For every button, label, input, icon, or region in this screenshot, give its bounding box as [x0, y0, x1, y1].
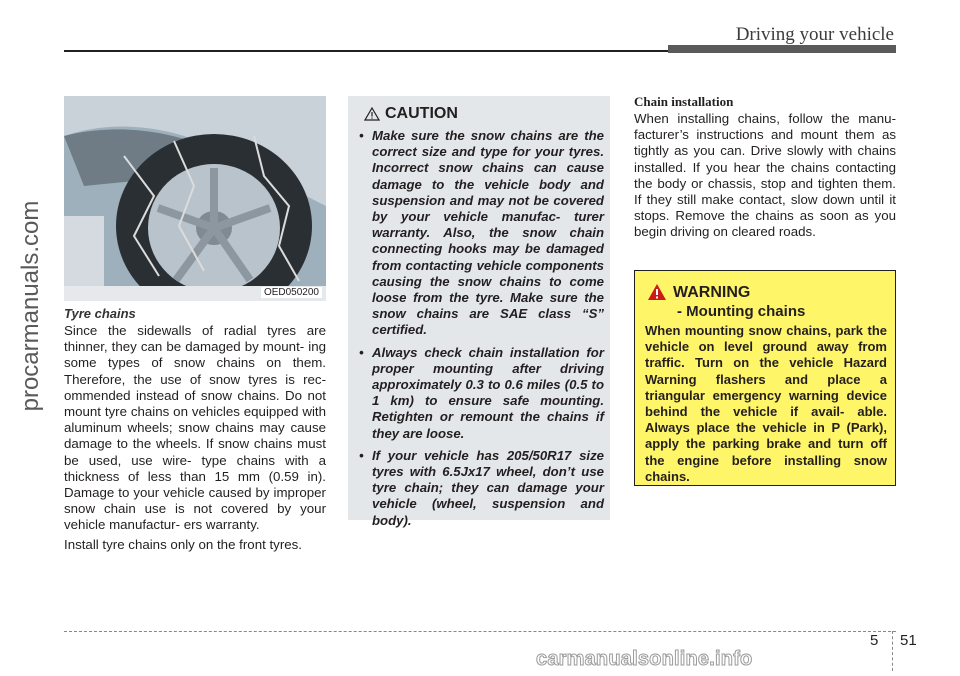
caution-item [358, 448, 604, 529]
caution-item-text: If your vehicle has 205/50R17 size tyres with 6.5Jx17 wheel, don’t use tyre chain; they can damage your vehicle (wheel, suspension and body). [372, 447, 604, 528]
warning-subtitle: - Mounting chains [677, 303, 806, 320]
tyre-chains-paragraph: Since the sidewalls of radial tyres are thinner, they can be damaged by mount- ing some types of snow chains on them. Therefore, the use of snow tyres is rec- ommended instead of snow chains. Do not mount tyre chains on vehicles equipped with aluminum wheels; snow chains may cause damage to the wheels. If snow chains must be used, use wire- type chains with a thickness of less than 15 mm (0.59 in). Damage to your vehicle caused by improper snow chain use is not covered by your vehicle manufactur- ers warranty. [64, 323, 326, 533]
chain-installation-heading: Chain installation [634, 94, 734, 109]
caution-item [358, 128, 604, 339]
header-bar [668, 45, 896, 53]
footer-rule [64, 631, 896, 632]
wheel-illustration [64, 96, 326, 301]
warning-text: When mounting snow chains, park the vehicle on level ground away from traffic. Turn on the vehicle Hazard Warning flashers and place a triangular emergency warning device behind the vehicle if avail- able. Always place the vehicle in P (Park), apply the parking brake and turn off the engine before installing snow chains. [645, 323, 887, 484]
caution-header [364, 105, 458, 123]
caution-item [358, 345, 604, 442]
bullet: • [359, 128, 364, 143]
caution-box [348, 96, 610, 528]
page-header-title: Driving your vehicle [735, 24, 894, 45]
caution-triangle-icon [364, 107, 380, 121]
bullet: • [359, 344, 364, 360]
tyre-chain-photo [64, 96, 326, 301]
footer-separator [892, 631, 893, 671]
section-number: 5 [870, 632, 879, 649]
warning-box [634, 270, 896, 486]
chain-installation-text: When installing chains, follow the manu- facturer’s instructions and mount them as tightly as you can. Drive slowly with chains installed. If you hear the chains contacting the body or chassis, stop and tighten them. If they still make contact, slow down until it stops. Remove the chains as soon as you begin driving on cleared roads. [634, 111, 896, 240]
warning-title: WARNING [673, 284, 751, 301]
bullet: • [359, 447, 364, 463]
tyre-chains-heading: Tyre chains [64, 306, 136, 321]
photo-code: OED050200 [261, 287, 322, 298]
side-watermark: procarmanuals.com [17, 200, 44, 412]
caution-item-text: Always check chain installation for proper mounting after driving approximately 0.3 to 0.6 miles (0.5 to 1 km) to ensure safe mounting. Retighten or remount the chains if they are loose. [372, 344, 604, 441]
bottom-watermark: carmanualsonline.info [536, 648, 753, 670]
header-rule [64, 50, 668, 52]
caution-item-text: Make sure the snow chains are the correct size and type for your tyres. Incorrect snow chains can cause damage to the vehicle body and suspension and may not be covered by your vehicle manufac- turer warranty. Also, the snow chain connecting hooks may be damaged from contacting vehicle components causing the snow chains to come loose from the tyre. Make sure the snow chains are SAE class “S” certified. [372, 128, 604, 338]
warning-triangle-icon [647, 283, 667, 301]
tyre-chains-paragraph: Install tyre chains only on the front tyres. [64, 536, 302, 552]
caution-label: CAUTION [385, 105, 458, 122]
tyre-chains-text [64, 323, 326, 556]
caution-list [358, 128, 604, 535]
page-number: 51 [900, 632, 917, 649]
